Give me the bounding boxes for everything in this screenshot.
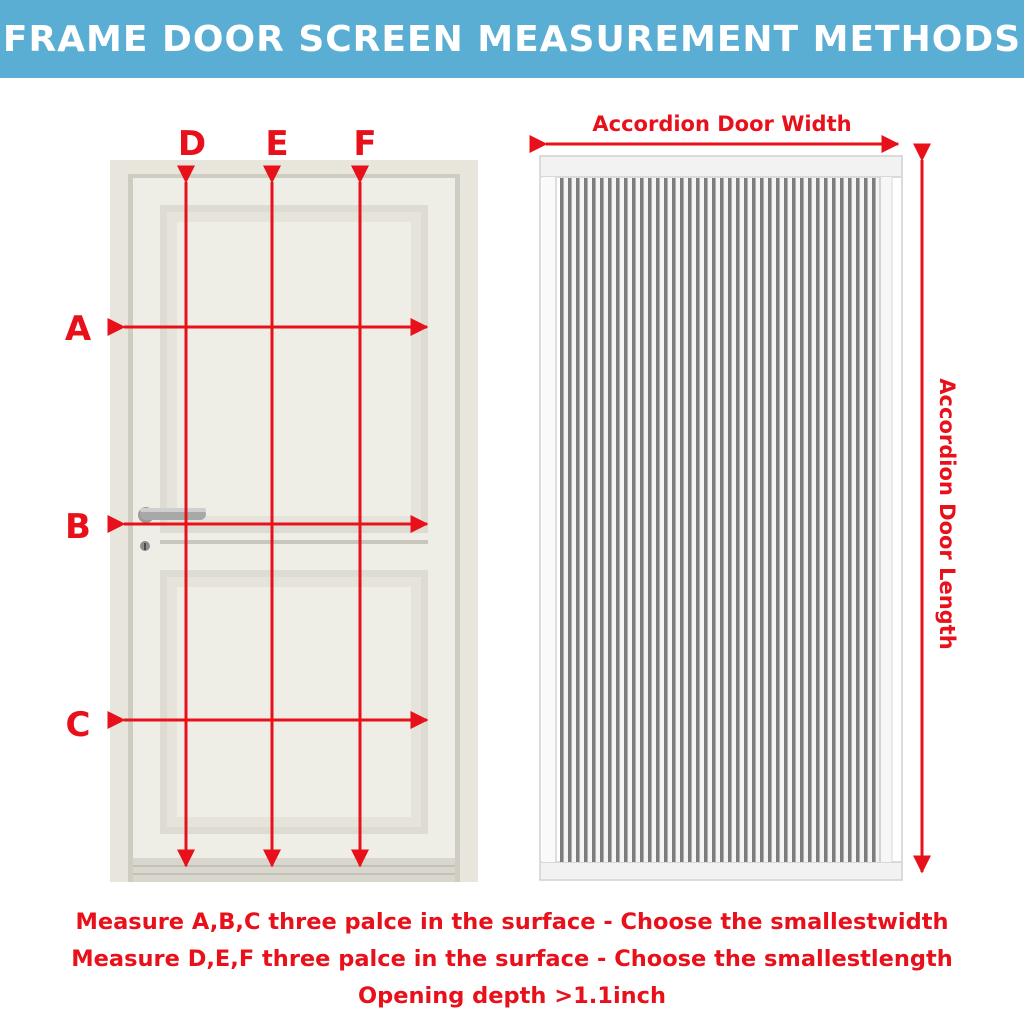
accordion-length-label: Accordion Door Length [935,378,959,650]
label-b: B [65,507,91,547]
instruction-depth: Opening depth >1.1inch [357,983,667,1009]
accordion-screen-illustration [540,156,902,880]
label-c: C [65,705,91,745]
title-banner [0,0,1024,78]
label-d: D [177,124,207,164]
label-e: E [265,124,289,164]
label-a: A [64,309,92,349]
measurement-diagram [0,78,1024,904]
instruction-length: Measure D,E,F three palce in the surface - Choose the smallestlength [71,946,953,972]
door-illustration [110,160,478,882]
label-f: F [353,124,377,164]
page-title: FRAME DOOR SCREEN MEASUREMENT METHODS [2,18,1022,60]
instruction-width: Measure A,B,C three palce in the surface - Choose the smallestwidth [75,909,949,935]
instructions [0,904,1024,1015]
accordion-width-label: Accordion Door Width [592,112,852,136]
